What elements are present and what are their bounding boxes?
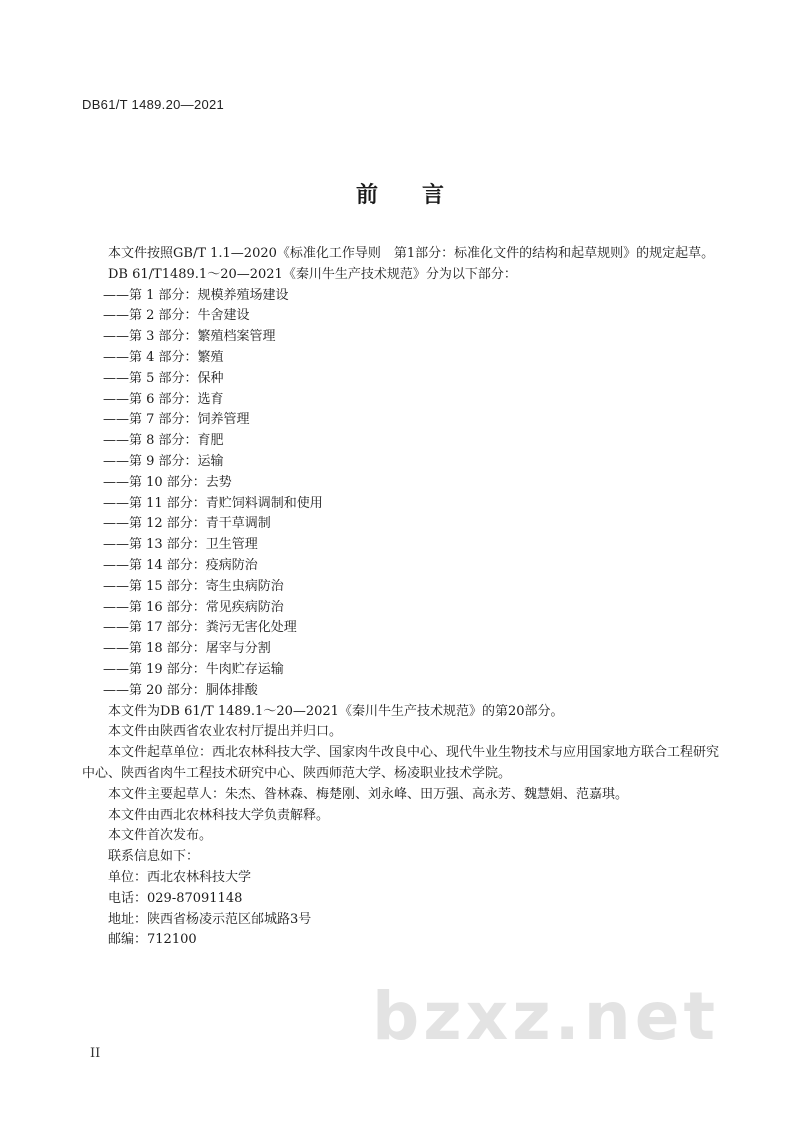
contact-intro: 联系信息如下： xyxy=(108,849,200,865)
contact-unit: 单位：西北农林科技大学 xyxy=(108,869,252,885)
list-item: ——第 9 部分：运输 xyxy=(103,453,224,469)
list-item: ——第 20 部分：胴体排酸 xyxy=(103,682,258,698)
page-title: 前言 xyxy=(355,183,488,208)
list-item: ——第 2 部分：牛舍建设 xyxy=(103,308,250,324)
part-statement: 本文件为DB 61/T 1489.1～20—2021《秦川牛生产技术规范》的第20部分。 xyxy=(108,703,564,719)
list-item: ——第 5 部分：保种 xyxy=(103,370,224,386)
watermark: bzxz.net xyxy=(372,978,720,1055)
list-item: ——第 11 部分：青贮饲料调制和使用 xyxy=(103,495,323,511)
document-body xyxy=(82,244,722,951)
list-item: ——第 19 部分：牛肉贮存运输 xyxy=(103,661,284,677)
contact-address: 地址：陕西省杨凌示范区邰城路3号 xyxy=(108,911,312,927)
list-item: ——第 8 部分：育肥 xyxy=(103,433,224,449)
interpretation: 本文件由西北农林科技大学负责解释。 xyxy=(108,807,330,823)
main-drafters: 本文件主要起草人：朱杰、昝林森、梅楚刚、刘永峰、田万强、高永芳、魏慧娟、范嘉琪。 xyxy=(108,786,629,802)
first-release: 本文件首次发布。 xyxy=(108,828,213,844)
list-item: ——第 3 部分：繁殖档案管理 xyxy=(103,329,276,345)
document-code: DB61/T 1489.20—2021 xyxy=(82,97,225,112)
contact-postcode: 邮编：712100 xyxy=(108,932,197,948)
list-item: ——第 17 部分：粪污无害化处理 xyxy=(103,620,297,636)
list-item: ——第 16 部分：常见疾病防治 xyxy=(103,599,284,615)
proposed-by: 本文件由陕西省农业农村厅提出并归口。 xyxy=(108,724,343,740)
list-item: ——第 1 部分：规模养殖场建设 xyxy=(103,287,289,303)
intro-paragraph-1: 本文件按照GB/T 1.1—2020《标准化工作导则 第1部分：标准化文件的结构和起草规则》的规定起草。 xyxy=(108,246,715,261)
page-number: II xyxy=(90,1046,101,1061)
parts-list xyxy=(82,286,722,702)
list-item: ——第 14 部分：疫病防治 xyxy=(103,557,258,573)
drafting-units: 本文件起草单位：西北农林科技大学、国家肉牛改良中心、现代牛业生物技术与应用国家地方联合工程研究中心、陕西省肉牛工程技术研究中心、陕西师范大学、杨凌职业技术学院。 xyxy=(82,745,720,781)
list-item: ——第 6 部分：选育 xyxy=(103,391,224,407)
list-item: ——第 7 部分：饲养管理 xyxy=(103,412,250,428)
list-item: ——第 4 部分：繁殖 xyxy=(103,349,224,365)
list-item: ——第 13 部分：卫生管理 xyxy=(103,537,258,553)
contact-phone: 电话：029-87091148 xyxy=(108,890,243,906)
list-item: ——第 15 部分：寄生虫病防治 xyxy=(103,578,284,594)
list-item: ——第 10 部分：去势 xyxy=(103,474,232,490)
list-item: ——第 18 部分：屠宰与分割 xyxy=(103,641,271,657)
list-item: ——第 12 部分：青干草调制 xyxy=(103,516,271,532)
intro-paragraph-2: DB 61/T1489.1～20—2021《秦川牛生产技术规范》分为以下部分： xyxy=(108,266,517,282)
